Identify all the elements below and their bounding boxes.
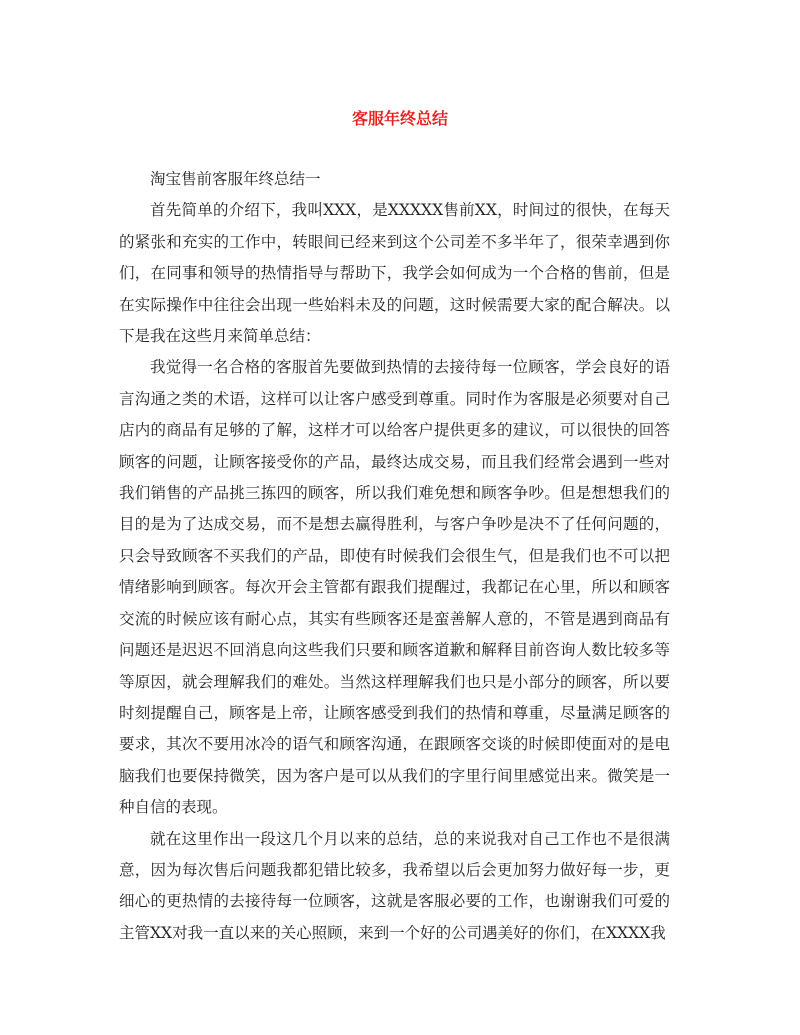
document-body bbox=[119, 164, 670, 949]
document-title: 客服年终总结 bbox=[351, 109, 448, 128]
section-subheading: 淘宝售前客服年终总结一 bbox=[150, 170, 321, 188]
paragraph-summary: 就在这里作出一段这几个月以来的总结，总的来说我对自己工作也不是很满意，因为每次售后问题我都犯错比较多，我希望以后会更加努力做好每一步，更细心的更热情的去接待每一位顾客，这就是客服必要的工作，也谢谢我们可爱的主管XX对我一直以来的关心照顾，来到一个好的公司遇美好的你们，在XXXX我 bbox=[119, 829, 670, 942]
paragraph-service: 我觉得一名合格的客服首先要做到热情的去接待每一位顾客，学会良好的语言沟通之类的术语，这样可以让客户感受到尊重。同时作为客服是必须要对自己店内的商品有足够的了解，这样才可以给客户提供更多的建议，可以很快的回答顾客的问题，让顾客接受你的产品，最终达成交易，而且我们经常会遇到一些对我们销售的产品挑三拣四的顾客，所以我们难免想和顾客争吵。但是想想我们的目的是为了达成交易，而不是想去赢得胜利，与客户争吵是决不了任何问题的，只会导致顾客不买我们的产品，即使有时候我们会很生气，但是我们也不可以把情绪影响到顾客。每次开会主管都有跟我们提醒过，我都记在心里，所以和顾客交流的时候应该有耐心点，其实有些顾客还是蛮善解人意的，不管是遇到商品有问题还是迟迟不回消息向这些我们只要和顾客道歉和解释目前咨询人数比较多等等原因，就会理解我们的难处。当然这样理解我们也只是小部分的顾客，所以要时刻提醒自己，顾客是上帝，让顾客感受到我们的热情和尊重，尽量满足顾客的要求，其次不要用冰冷的语气和顾客沟通，在跟顾客交谈的时候即使面对的是电脑我们也要保持微笑，因为客户是可以从我们的字里行间里感觉出来。微笑是一种自信的表现。 bbox=[119, 358, 670, 817]
paragraph-intro: 首先简单的介绍下，我叫XXX，是XXXXX售前XX，时间过的很快，在每天的紧张和充实的工作中，转眼间已经来到这个公司差不多半年了，很荣幸遇到你们，在同事和领导的热情指导与帮助下，我学会如何成为一个合格的售前，但是在实际操作中往往会出现一些始料未及的问题，这时候需要大家的配合解决。以下是我在这些月来简单总结： bbox=[119, 201, 670, 346]
